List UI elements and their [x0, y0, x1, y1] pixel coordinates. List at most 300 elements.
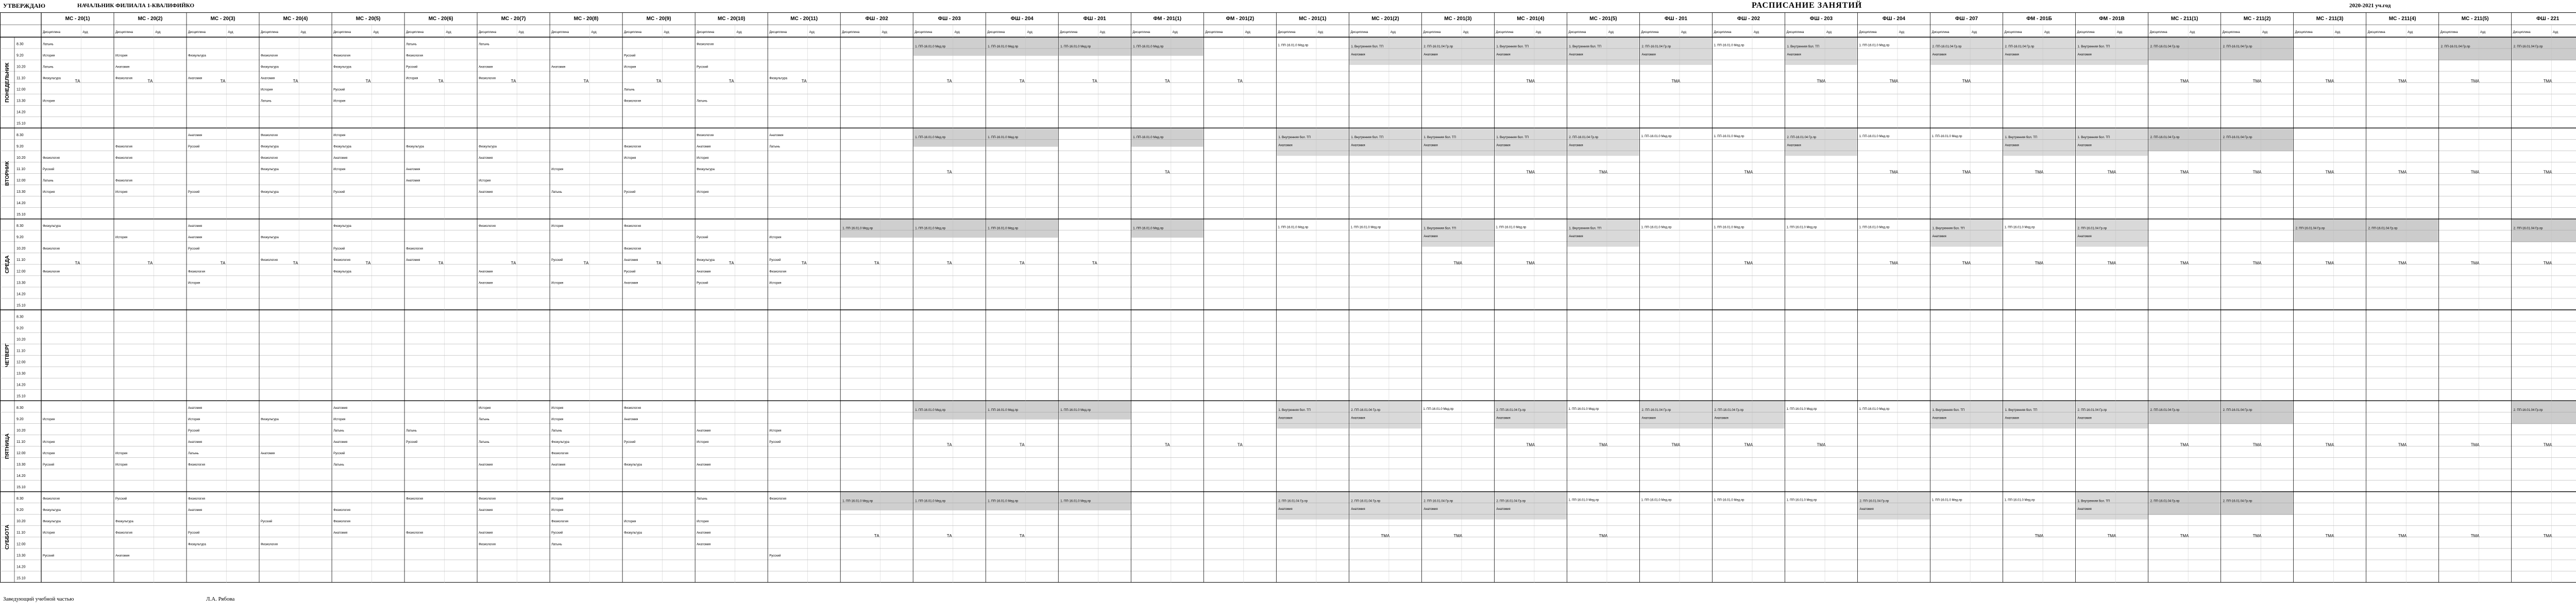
lesson-text: Анатомия	[2077, 235, 2092, 238]
lesson-text: История	[551, 498, 564, 501]
lesson-text: 2. ПП-16.01.04 Гр.пр	[1496, 500, 1526, 503]
approve-label: УТВЕРЖДАЮ	[3, 2, 46, 9]
schedule-table	[0, 12, 2576, 583]
lesson-text: История	[551, 168, 564, 171]
lesson-text: 2. ПП-16.01.04 Гр.пр	[2077, 409, 2107, 412]
lesson-text: Анатомия	[1932, 53, 1946, 57]
time-label: 14.20	[16, 292, 26, 296]
lesson-text: 2. ПП-16.01.04 Гр.пр	[2513, 409, 2543, 412]
group-name: ФШ - 204	[1882, 16, 1906, 22]
footer-head-label: Заведующий учебной частью	[3, 596, 74, 602]
lesson-text: ТМА	[1381, 533, 1390, 538]
day-label: СУББОТА	[5, 524, 10, 550]
lesson-text: Физиология	[43, 247, 60, 251]
lesson-text: Анатомия	[2005, 53, 2019, 57]
lesson-text: 1. ПП-16.01.0 Мед.пр	[988, 45, 1019, 48]
lesson-text: ТМА	[1744, 442, 1753, 448]
subheader-label: Дисциплина	[914, 31, 933, 34]
lesson-text: Анатомия	[2077, 507, 2092, 511]
lesson-text: ТМА	[1599, 442, 1608, 448]
subheader-label: Ауд	[1317, 31, 1323, 34]
lesson-text: Русский	[769, 440, 781, 444]
group-name: МС - 211(5)	[2461, 16, 2489, 22]
lesson-text: ТА	[1164, 170, 1170, 175]
lesson-text: ТМА	[2543, 170, 2552, 175]
lesson-text: История	[188, 418, 200, 421]
lesson-text: История	[333, 168, 346, 171]
lesson-block	[2222, 492, 2293, 515]
subheader-label: Ауд	[1390, 31, 1396, 34]
lesson-text: История	[115, 236, 128, 240]
lesson-text: ТА	[293, 260, 298, 266]
lesson-text: ТМА	[2398, 442, 2407, 448]
time-label: 13.30	[16, 554, 26, 558]
lesson-text: 1. ПП-16.01.0 Мед.пр	[1350, 226, 1381, 229]
lesson-text: Анатомия	[333, 156, 348, 160]
lesson-block	[2076, 401, 2148, 428]
day-label: ЧЕТВЕРГ	[5, 343, 10, 368]
lesson-text: Русский	[551, 532, 563, 535]
lesson-text: Физиология	[624, 225, 641, 228]
lesson-text: Анатомия	[479, 190, 493, 194]
lesson-text: ТМА	[1526, 442, 1535, 448]
time-label: 12.00	[16, 270, 26, 274]
lesson-text: Физиология	[406, 532, 423, 535]
subheader-label: Дисциплина	[1786, 31, 1804, 34]
lesson-text: 1. Внутренняя бол. ТП	[1278, 136, 1311, 140]
lesson-text: Анатомия	[406, 168, 420, 171]
subheader-label: Ауд	[809, 31, 815, 34]
subheader-label: Дисциплина	[1859, 31, 1877, 34]
lesson-text: Анатомия	[2005, 144, 2019, 147]
group-name: МС - 20(3)	[210, 16, 235, 22]
lesson-text: 1. ПП-16.01.0 Мед.пр	[1931, 135, 1962, 138]
lesson-text: Физиология	[479, 225, 496, 228]
time-label: 15.10	[16, 122, 26, 126]
lesson-text: ТА	[220, 260, 226, 266]
lesson-text: История	[624, 156, 636, 160]
lesson-text: Физкультура	[551, 440, 569, 444]
lesson-text: 2. ПП-16.01.04 Гр.пр	[2223, 136, 2252, 140]
lesson-text: 2. ПП-16.01.04 Гр.пр	[1351, 409, 1381, 412]
lesson-block	[1277, 492, 1348, 520]
subheader-label: Ауд	[1463, 31, 1469, 34]
subheader-label: Ауд	[82, 31, 88, 34]
lesson-text: Анатомия	[624, 418, 638, 421]
lesson-text: Русский	[43, 554, 55, 558]
subheader-label: Ауд	[736, 31, 742, 34]
group-name: ФМ - 201Б	[2026, 16, 2052, 22]
lesson-block	[2149, 128, 2221, 151]
lesson-text: ТА	[438, 260, 444, 266]
time-label: 14.20	[16, 474, 26, 478]
lesson-block	[1495, 128, 1566, 156]
lesson-text: 1. ПП-16.01.0 Мед.пр	[988, 409, 1019, 412]
lesson-block	[1422, 492, 1494, 520]
lesson-text: Анатомия	[406, 179, 420, 183]
subheader-label: Дисциплина	[43, 31, 60, 34]
lesson-text: Анатомия	[1423, 507, 1438, 511]
lesson-text: ТА	[1237, 79, 1243, 84]
lesson-block	[2439, 38, 2511, 60]
lesson-text: Физиология	[406, 498, 423, 501]
lesson-text: Физиология	[188, 270, 205, 274]
lesson-text: 2. ПП-16.01.04 Гр.пр	[2441, 45, 2470, 48]
lesson-text: ТМА	[1453, 533, 1463, 538]
lesson-text: Латынь	[261, 100, 272, 103]
lesson-text: Физиология	[479, 77, 496, 80]
time-label: 13.30	[16, 99, 26, 103]
lesson-text: 1. ПП-16.01.0 Мед.пр	[1060, 500, 1091, 503]
lesson-text: 2. ПП-16.01.04 Гр.пр	[2223, 45, 2252, 48]
lesson-text: ТА	[946, 79, 952, 84]
lesson-text: 2. ПП-16.01.04 Гр.пр	[2150, 500, 2180, 503]
lesson-text: ТМА	[2398, 533, 2407, 538]
lesson-text: 1. Внутренняя бол. ТП	[1932, 227, 1965, 230]
lesson-text: Русский	[624, 270, 636, 274]
lesson-text: 2. ПП-16.01.04 Гр.пр	[1787, 136, 1817, 140]
group-name: МС - 20(5)	[355, 16, 381, 22]
lesson-text: Анатомия	[188, 134, 202, 137]
lesson-text: Анатомия	[1351, 507, 1365, 511]
subheader-label: Дисциплина	[1931, 31, 1950, 34]
footer-signature: Л.А. Рябова	[206, 596, 235, 602]
lesson-text: Физиология	[769, 270, 787, 274]
lesson-text: История	[333, 418, 346, 421]
lesson-text: ТМА	[2035, 260, 2044, 266]
lesson-block	[2512, 220, 2576, 242]
subheader-label: Дисциплина	[406, 31, 424, 34]
lesson-text: Анатомия	[479, 509, 493, 512]
subheader-label: Дисциплина	[2513, 31, 2531, 34]
lesson-text: Латынь	[333, 463, 344, 467]
lesson-text: Физкультура	[43, 225, 61, 228]
lesson-text: 1. ПП-16.01.0 Мед.пр	[2004, 499, 2035, 502]
lesson-text: Русский	[115, 498, 127, 501]
subheader-label: Дисциплина	[551, 31, 569, 34]
lesson-text: 2. ПП-16.01.04 Гр.пр	[2150, 409, 2180, 412]
group-name: ФШ - 203	[938, 16, 961, 22]
group-name: МС - 201(5)	[1589, 16, 1617, 22]
lesson-text: История	[43, 190, 55, 194]
lesson-text: ТМА	[1889, 170, 1899, 175]
subheader-label: Ауд	[373, 31, 379, 34]
lesson-text: Анатомия	[697, 270, 711, 274]
lesson-block	[2367, 220, 2438, 242]
lesson-text: ТМА	[1817, 442, 1826, 448]
lesson-text: 1. ПП-16.01.0 Мед.пр	[1060, 45, 1091, 48]
lesson-block	[2076, 128, 2148, 156]
lesson-text: Физкультура	[624, 532, 642, 535]
group-name: МС - 201(3)	[1444, 16, 1472, 22]
time-label: 11.10	[16, 258, 25, 262]
time-label: 14.20	[16, 383, 26, 387]
lesson-text: История	[551, 406, 564, 410]
lesson-text: 1. ПП-16.01.0 Мед.пр	[1133, 227, 1164, 230]
lesson-text: ТМА	[2325, 442, 2334, 448]
lesson-text: Анатомия	[406, 259, 420, 262]
lesson-text: Физиология	[261, 54, 278, 58]
lesson-text: Русский	[188, 247, 200, 251]
lesson-text: ТМА	[2252, 170, 2262, 175]
lesson-text: Физкультура	[115, 520, 133, 524]
lesson-text: Анатомия	[1569, 235, 1583, 238]
lesson-text: Русский	[769, 554, 781, 558]
lesson-text: ТА	[874, 260, 879, 266]
lesson-text: Физиология	[769, 498, 787, 501]
lesson-text: Анатомия	[1569, 144, 1583, 147]
lesson-text: Анатомия	[1351, 53, 1365, 57]
lesson-text: Латынь	[43, 43, 54, 46]
dean-label: НАЧАЛЬНИК ФИЛИАЛА 1-КВАЛИФИЙКО	[77, 3, 195, 9]
lesson-block	[2076, 492, 2148, 520]
lesson-text: ТМА	[2107, 533, 2116, 538]
time-label: 14.20	[16, 110, 26, 114]
lesson-text: История	[115, 190, 128, 194]
lesson-text: Русский	[188, 190, 200, 194]
lesson-text: ТМА	[2252, 533, 2262, 538]
lesson-text: Анатомия	[2077, 144, 2092, 147]
group-name: МС - 20(2)	[138, 16, 163, 22]
academic-year: 2020-2021 уч.год	[2349, 3, 2391, 9]
lesson-text: Русский	[188, 145, 200, 148]
subheader-label: Ауд	[664, 31, 669, 34]
lesson-text: ТА	[220, 79, 226, 84]
lesson-text: Латынь	[697, 498, 707, 501]
lesson-text: Физиология	[261, 156, 278, 160]
lesson-text: Русский	[261, 520, 273, 524]
lesson-text: ТМА	[2252, 442, 2262, 448]
time-label: 11.10	[16, 440, 25, 444]
lesson-block	[2004, 38, 2075, 65]
lesson-text: Анатомия	[2077, 53, 2092, 57]
lesson-text: Анатомия	[188, 509, 202, 512]
lesson-text: Русский	[188, 429, 200, 433]
time-label: 12.00	[16, 88, 26, 92]
subheader-label: Дисциплина	[1714, 31, 1732, 34]
lesson-text: История	[115, 54, 128, 58]
lesson-text: Анатомия	[261, 452, 275, 455]
lesson-text: Анатомия	[624, 281, 638, 285]
time-label: 13.30	[16, 462, 26, 467]
lesson-text: 1. ПП-16.01.0 Мед.пр	[1786, 226, 1817, 229]
lesson-text: ТА	[75, 260, 80, 266]
lesson-text: ТА	[728, 79, 734, 84]
lesson-text: Физкультура	[261, 418, 279, 421]
lesson-text: ТМА	[2470, 170, 2480, 175]
subheader-label: Дисциплина	[188, 31, 206, 34]
lesson-text: 1. ПП-16.01.0 Мед.пр	[1641, 135, 1672, 138]
subheader-label: Дисциплина	[2440, 31, 2458, 34]
lesson-text: ТА	[946, 260, 952, 266]
lesson-text: Анатомия	[188, 440, 202, 444]
lesson-text: Анатомия	[188, 406, 202, 410]
lesson-text: ТМА	[2543, 260, 2552, 266]
lesson-text: 1. ПП-16.01.0 Мед.пр	[1423, 407, 1454, 411]
lesson-text: 1. Внутренняя бол. ТП	[2005, 409, 2038, 412]
lesson-text: 1. ПП-16.01.0 Мед.пр	[915, 500, 946, 503]
subheader-label: Ауд	[1245, 31, 1250, 34]
group-name: МС - 211(1)	[2171, 16, 2198, 22]
lesson-text: 1. Внутренняя бол. ТП	[1932, 409, 1965, 412]
lesson-text: 1. ПП-16.01.0 Мед.пр	[1133, 136, 1164, 140]
lesson-text: 2. ПП-16.01.04 Гр.пр	[1932, 45, 1962, 48]
lesson-text: 2. ПП-16.01.04 Гр.пр	[1278, 500, 1308, 503]
subheader-label: Дисциплина	[2222, 31, 2240, 34]
lesson-text: 2. ПП-16.01.04 Гр.пр	[2005, 45, 2035, 48]
lesson-block	[2512, 38, 2576, 60]
subheader-label: Дисциплина	[987, 31, 1005, 34]
lesson-text: 1. Внутренняя бол. ТП	[1496, 45, 1529, 48]
lesson-text: Анатомия	[115, 65, 130, 69]
lesson-text: 1. ПП-16.01.0 Мед.пр	[988, 227, 1019, 230]
lesson-text: ТМА	[1962, 260, 1971, 266]
lesson-text: ТМА	[2107, 170, 2116, 175]
lesson-text: ТА	[1019, 260, 1025, 266]
time-label: 15.10	[16, 486, 26, 490]
time-label: 14.20	[16, 202, 26, 206]
lesson-text: Анатомия	[1714, 417, 1728, 420]
lesson-block	[1277, 401, 1348, 428]
lesson-block	[1495, 401, 1566, 428]
subheader-label: Ауд	[228, 31, 233, 34]
group-name: МС - 20(4)	[283, 16, 308, 22]
group-name: МС - 20(8)	[573, 16, 599, 22]
lesson-text: Латынь	[333, 429, 344, 433]
lesson-text: Анатомия	[551, 65, 566, 69]
lesson-text: ТА	[946, 442, 952, 448]
schedule-footer	[0, 593, 2576, 608]
lesson-text: Физиология	[479, 543, 496, 546]
lesson-text: ТА	[728, 260, 734, 266]
lesson-block	[1422, 220, 1494, 247]
lesson-text: Физкультура	[188, 543, 206, 546]
lesson-text: ТМА	[1962, 170, 1971, 175]
subheader-label: Дисциплина	[333, 31, 351, 34]
lesson-text: Латынь	[697, 100, 707, 103]
lesson-block	[2222, 38, 2293, 60]
lesson-text: ТА	[1237, 442, 1243, 448]
lesson-text: Физкультура	[261, 190, 279, 194]
time-label: 13.30	[16, 372, 26, 376]
lesson-text: Физиология	[333, 54, 351, 58]
lesson-text: ТА	[365, 79, 371, 84]
time-label: 11.10	[16, 76, 25, 80]
lesson-text: История	[261, 88, 273, 92]
lesson-text: Физкультура	[406, 145, 424, 148]
lesson-text: 2. ПП-16.01.04 Гр.пр	[2150, 136, 2180, 140]
lesson-text: 2. ПП-16.01.04 Гр.пр	[1423, 45, 1453, 48]
lesson-text: Физиология	[624, 247, 641, 251]
subheader-label: Ауд	[1027, 31, 1032, 34]
subheader-label: Дисциплина	[2149, 31, 2167, 34]
lesson-block	[2076, 220, 2148, 247]
lesson-text: ТА	[1019, 533, 1025, 538]
lesson-text: Физкультура	[261, 236, 279, 240]
lesson-text: Латынь	[406, 429, 417, 433]
lesson-text: Анатомия	[479, 270, 493, 274]
lesson-text: 1. ПП-16.01.0 Мед.пр	[915, 409, 946, 412]
lesson-text: 1. Внутренняя бол. ТП	[2077, 45, 2110, 48]
time-label: 10.20	[16, 428, 26, 433]
lesson-text: ТА	[1164, 442, 1170, 448]
lesson-block	[2222, 128, 2293, 151]
lesson-text: ТМА	[2470, 79, 2480, 84]
lesson-text: Физкультура	[188, 54, 206, 58]
lesson-text: Латынь	[406, 43, 417, 46]
subheader-label: Дисциплина	[479, 31, 497, 34]
lesson-text: Анатомия	[1859, 507, 1874, 511]
lesson-text: Анатомия	[1496, 144, 1511, 147]
lesson-text: Латынь	[551, 429, 562, 433]
lesson-text: ТМА	[2470, 260, 2480, 266]
lesson-text: История	[43, 418, 55, 421]
lesson-text: Физиология	[624, 100, 641, 103]
subheader-label: Дисциплина	[842, 31, 860, 34]
time-label: 8.30	[16, 224, 24, 228]
subheader-label: Дисциплина	[1132, 31, 1150, 34]
group-name: МС - 20(1)	[65, 16, 90, 22]
lesson-text: Анатомия	[1569, 53, 1583, 57]
subheader-label: Дисциплина	[2004, 31, 2022, 34]
lesson-text: История	[697, 520, 709, 524]
lesson-text: Анатомия	[1932, 235, 1946, 238]
lesson-text: История	[624, 65, 636, 69]
lesson-block	[1858, 492, 1930, 520]
lesson-text: Анатомия	[1641, 53, 1656, 57]
group-name: ФШ - 202	[865, 16, 888, 22]
lesson-text: История	[769, 281, 782, 285]
time-label: 13.30	[16, 281, 26, 285]
lesson-text: История	[115, 463, 128, 467]
lesson-block	[1567, 220, 1639, 247]
time-label: 9.20	[16, 144, 24, 148]
lesson-block	[1349, 492, 1421, 520]
lesson-text: ТМА	[1962, 79, 1971, 84]
lesson-text: Физиология	[624, 406, 641, 410]
lesson-text: Физиология	[115, 532, 132, 535]
time-label: 12.00	[16, 542, 26, 546]
lesson-text: Анатомия	[1932, 417, 1946, 420]
day-label: ПЯТНИЦА	[5, 433, 10, 459]
lesson-text: ТМА	[2398, 260, 2407, 266]
lesson-text: Русский	[406, 65, 418, 69]
subheader-label: Ауд	[2189, 31, 2195, 34]
time-label: 10.20	[16, 520, 26, 524]
lesson-text: ТМА	[1889, 79, 1899, 84]
lesson-text: Физиология	[43, 270, 60, 274]
lesson-text: Латынь	[43, 179, 54, 183]
lesson-text: Анатомия	[1496, 507, 1511, 511]
lesson-text: ТМА	[2035, 533, 2044, 538]
lesson-text: Анатомия	[333, 406, 348, 410]
lesson-text: 1. ПП-16.01.0 Мед.пр	[1931, 499, 1962, 502]
subheader-label: Дисциплина	[1496, 31, 1514, 34]
lesson-text: Русский	[43, 168, 55, 171]
lesson-text: ТМА	[1526, 260, 1535, 266]
lesson-text: Русский	[624, 440, 636, 444]
lesson-block	[1495, 492, 1566, 520]
lesson-block	[1567, 128, 1639, 156]
lesson-block	[1785, 128, 1857, 156]
lesson-text: Физкультура	[333, 225, 351, 228]
lesson-text: 1. ПП-16.01.0 Мед.пр	[915, 227, 946, 230]
lesson-text: История	[333, 100, 346, 103]
subheader-label: Ауд	[1899, 31, 1905, 34]
time-label: 8.30	[16, 406, 24, 410]
lesson-text: Русский	[333, 88, 345, 92]
lesson-text: 1. Внутренняя бол. ТП	[1787, 45, 1820, 48]
